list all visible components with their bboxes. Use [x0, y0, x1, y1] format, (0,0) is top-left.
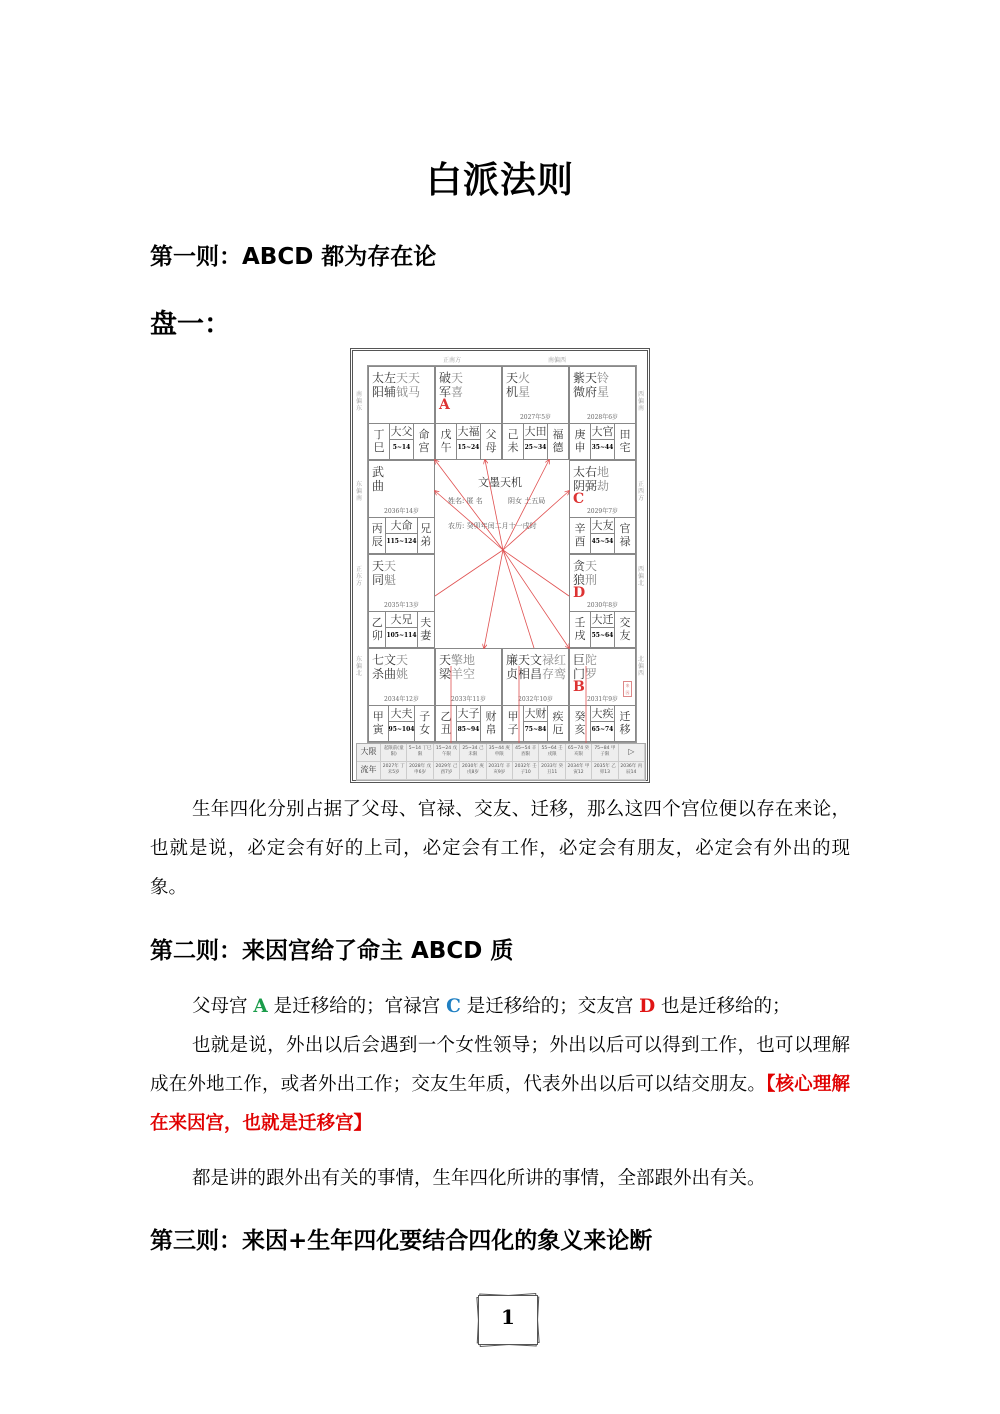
sihua-marker-d: D: [573, 585, 586, 601]
row-header-liunian: 流年: [357, 762, 381, 780]
palace-daxian: 大疾: [591, 707, 614, 720]
palace-stars: 破天 军喜: [439, 371, 464, 399]
palace-name: 迁移: [619, 710, 631, 736]
palace-daxian: 大田: [524, 425, 547, 438]
direction-label: 东偏南: [356, 481, 363, 502]
palace-range: 55~64: [591, 632, 614, 639]
label-d: D: [639, 996, 656, 1017]
palace-age: 2031年9岁: [586, 696, 619, 703]
palace-range: 25~34: [524, 444, 547, 451]
daxian-cell[interactable]: 起限前(童限): [381, 744, 407, 762]
palace-age: 2033年11岁: [451, 696, 486, 703]
direction-label: 西偏南: [638, 391, 645, 412]
palace-age: 2032年10岁: [518, 696, 553, 703]
palace-name: 交友: [619, 616, 631, 642]
palace-range: 35~44: [591, 444, 614, 451]
palace-name: 官禄: [619, 522, 631, 548]
palace-age: 2027年5岁: [519, 414, 552, 421]
palace-daxian: 大迁: [591, 613, 614, 626]
palace-daxian: 大友: [591, 519, 614, 532]
palace-name: 命宫: [418, 428, 430, 454]
palace-daxian: 大命: [386, 518, 416, 534]
liunian-cell[interactable]: 2035年 乙卯13: [592, 762, 618, 780]
liunian-cell[interactable]: 2030年 庚戌8岁: [460, 762, 486, 780]
daxian-cell[interactable]: 15~24 戊午限: [434, 744, 460, 762]
palace-daxian: 大夫: [390, 707, 413, 720]
palace-range: 15~24: [457, 444, 480, 451]
palace-ganzhi: 庚申: [570, 424, 591, 459]
page-title: 白派法则: [425, 160, 574, 201]
daxian-cell[interactable]: 55~64 壬戌限: [539, 744, 565, 762]
core-emphasis: 【核心理解在来因宫，也就是迁移宫】: [150, 1074, 850, 1134]
next-arrow-icon[interactable]: ▷: [619, 744, 645, 762]
palace-ganzhi: 乙丑: [436, 706, 457, 741]
sihua-marker-c: C: [573, 491, 585, 507]
palace-stars: 巨陀 门罗: [573, 653, 598, 681]
paragraph-4: 都是讲的跟外出有关的事情，生年四化所讲的事情，全部跟外出有关。: [192, 1168, 766, 1189]
direction-label: 西偏北: [638, 566, 645, 587]
liunian-cell[interactable]: 2028年 戊申6岁: [407, 762, 433, 780]
palace-stars: 七文天 杀曲姚: [372, 653, 409, 681]
palace-stars: 紫天铃 微府星: [573, 371, 610, 399]
label-a: A: [253, 996, 268, 1017]
sihua-marker-b: B: [573, 679, 585, 695]
liunian-cell[interactable]: 2027年 丁未5岁: [381, 762, 407, 780]
paragraph-3: 也就是说，外出以后会遇到一个女性领导；外出以后可以得到工作，也可以理解成在外地工作，或者外出工作；交友生年质，代表外出以后可以结交朋友。【核心理解在来因宫，也就是迁移宫】: [150, 1035, 850, 1134]
rule-2-heading: 第二则：来因宫给了命主 ABCD 质: [150, 938, 514, 964]
palace-name: 夫妻: [420, 616, 432, 642]
palace-name: 福德: [552, 428, 564, 454]
chart-1-heading: 盘一：: [150, 309, 231, 340]
palace-ganzhi: 甲子: [503, 706, 524, 741]
daxian-cell[interactable]: 35~44 庚申限: [487, 744, 513, 762]
palace-range: 45~54: [591, 538, 614, 545]
palace-age: 2030年8岁: [586, 602, 619, 609]
palace-age: 2035年13岁: [384, 602, 419, 609]
palace-ganzhi: 辛酉: [570, 518, 591, 553]
palace-stars: 天火 机星: [506, 371, 531, 399]
palace-age: 2029年7岁: [586, 508, 619, 515]
daxian-cell[interactable]: 45~54 辛酉限: [513, 744, 539, 762]
paragraph-1: 生年四化分别占据了父母、官禄、交友、迁移，那么这四个宫位便以存在来论，也就是说，必定会有好的上司，必定会有工作，必定会有朋友，必定会有外出的现象。: [150, 799, 850, 898]
palace-range: 115~124: [386, 538, 417, 545]
palace-age: 2034年12岁: [384, 696, 419, 703]
liunian-cell[interactable]: 2033年 癸丑11: [539, 762, 565, 780]
palace-name: 子女: [419, 710, 431, 736]
palace-name: 兄弟: [420, 522, 432, 548]
chart-gender-ju: 阴女 土五局: [508, 497, 546, 505]
liunian-cell[interactable]: 2032年 壬子10: [513, 762, 539, 780]
palace-range: 85~94: [457, 726, 480, 733]
palace-range: 75~84: [524, 726, 547, 733]
row-header-daxian: 大限: [357, 744, 381, 762]
liunian-cell[interactable]: 2034年 甲寅12: [566, 762, 592, 780]
palace-stars: 太左天天 阳辅钺马: [372, 371, 421, 399]
liunian-cell[interactable]: 2036年 丙辰14: [619, 762, 645, 780]
direction-label: 正西方: [638, 481, 645, 502]
palace-name: 疾厄: [552, 710, 564, 736]
direction-label: 南偏东: [356, 391, 363, 412]
palace-stars: 廉天文禄红 贞相昌存鸾: [506, 653, 567, 681]
chart-lunar-date: 农历: 癸卯年闰二月十一戌时: [448, 522, 537, 530]
daxian-cell[interactable]: 65~74 癸亥限: [566, 744, 592, 762]
daxian-cell[interactable]: 75~84 甲子限: [592, 744, 618, 762]
daxian-cell[interactable]: 25~34 己未限: [460, 744, 486, 762]
rule-1-heading: 第一则：ABCD 都为存在论: [150, 244, 437, 270]
direction-label: 北偏西: [638, 656, 645, 677]
palace-age: 2028年6岁: [586, 414, 619, 421]
palace-ganzhi: 乙卯: [369, 612, 386, 647]
palace-daxian: 大财: [524, 707, 547, 720]
software-name: 文墨天机: [478, 476, 522, 489]
laiyin-seal: 来因: [623, 681, 632, 697]
palace-stars: 武 曲: [372, 465, 385, 493]
palace-daxian: 大兄: [386, 612, 416, 628]
palace-daxian: 大福: [457, 425, 480, 438]
palace-ganzhi: 丙辰: [369, 518, 386, 553]
palace-range: 105~114: [386, 632, 417, 639]
palace-grid: [367, 365, 637, 743]
palace-ganzhi: 壬戌: [570, 612, 591, 647]
palace-name: 父母: [485, 428, 497, 454]
sihua-arrows: [368, 366, 636, 766]
palace-ganzhi: 戊午: [436, 424, 457, 459]
ziwei-chart: [350, 348, 650, 783]
palace-daxian: 大子: [457, 707, 480, 720]
daxian-liunian-table: [356, 743, 646, 781]
page-number-box: [478, 1295, 538, 1345]
sihua-marker-a: A: [439, 397, 450, 413]
palace-ganzhi: 甲寅: [369, 706, 389, 741]
paragraph-2: 父母宫 A 是迁移给的；官禄宫 C 是迁移给的；交友宫 D 也是迁移给的；: [192, 996, 791, 1017]
direction-label: 正东方: [356, 566, 363, 587]
palace-range: 5~14: [392, 444, 411, 451]
palace-range: 65~74: [591, 726, 614, 733]
palace-stars: 天天 同魁: [372, 559, 397, 587]
palace-stars: 太右地 阴弼劫: [573, 465, 610, 493]
palace-daxian: 大官: [591, 425, 614, 438]
palace-ganzhi: 丁巳: [369, 424, 390, 459]
direction-label: 东偏北: [356, 656, 363, 677]
rule-3-heading: 第三则：来因+生年四化要结合四化的象义来论断: [150, 1228, 653, 1254]
palace-name: 田宅: [619, 428, 631, 454]
liunian-cell[interactable]: 2029年 己酉7岁: [434, 762, 460, 780]
palace-stars: 贪天 狼刑: [573, 559, 598, 587]
palace-stars: 天擎地 梁羊空: [439, 653, 476, 681]
palace-range: 95~104: [388, 726, 415, 733]
daxian-cell[interactable]: 5~14 丁巳限: [407, 744, 433, 762]
page-number: 1: [501, 1305, 515, 1329]
direction-label: 南偏西: [548, 357, 567, 364]
palace-name: 财帛: [485, 710, 497, 736]
palace-ganzhi: 己未: [503, 424, 524, 459]
palace-age: 2036年14岁: [384, 508, 419, 515]
chart-name: 姓名: 匿 名: [448, 497, 483, 505]
palace-ganzhi: 癸亥: [570, 706, 591, 741]
liunian-cell[interactable]: 2031年 辛亥9岁: [487, 762, 513, 780]
palace-daxian: 大父: [390, 425, 413, 438]
label-c: C: [446, 996, 461, 1017]
direction-label: 正南方: [443, 357, 462, 364]
